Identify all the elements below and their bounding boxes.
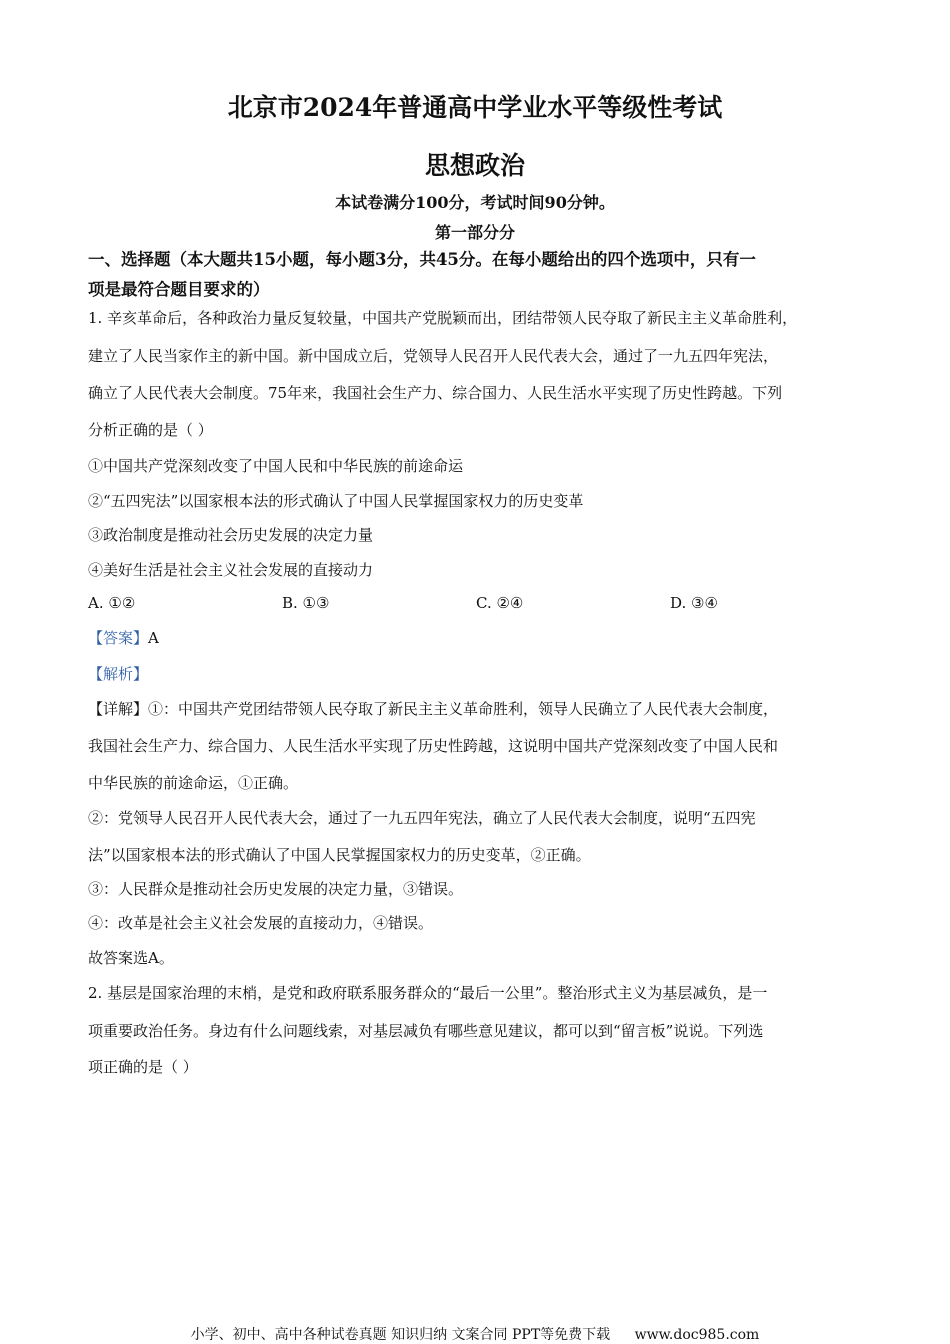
q2-stem-line: 2. 基层是国家治理的末梢，是党和政府联系服务群众的“最后一公里”。整治形式主义为基层减负，是一 bbox=[88, 984, 768, 1002]
q1-stem-line: 建立了人民当家作主的新中国。新中国成立后，党领导人民召开人民代表大会，通过了一九五四年宪法， bbox=[88, 347, 779, 365]
q1-detail-line: ②：党领导人民召开人民代表大会，通过了一九五四年宪法，确立了人民代表大会制度，说明“五四宪 bbox=[88, 809, 756, 827]
q1-statement: ④美好生活是社会主义社会发展的直接动力 bbox=[88, 561, 374, 579]
detail-tag: 【详解】 bbox=[88, 700, 149, 718]
q1-answer-row bbox=[88, 628, 878, 648]
q1-option-c: C. ②④ bbox=[476, 594, 524, 612]
exam-info: 本试卷满分100分，考试时间90分钟。 bbox=[335, 193, 615, 212]
q1-detail-line: 故答案选A。 bbox=[88, 949, 174, 967]
q1-detail-line: 法”以国家根本法的形式确认了中国人民掌握国家权力的历史变革，②正确。 bbox=[88, 846, 591, 864]
answer-value: A bbox=[148, 629, 159, 647]
q1-statement: ①中国共产党深刻改变了中国人民和中华民族的前途命运 bbox=[88, 457, 464, 475]
q1-option-b: B. ①③ bbox=[282, 594, 330, 612]
page-footer bbox=[0, 1324, 950, 1344]
analysis-tag: 【解析】 bbox=[88, 665, 149, 683]
exam-title: 北京市2024年普通高中学业水平等级性考试 bbox=[227, 93, 723, 122]
q2-stem-line: 项正确的是（ ） bbox=[88, 1058, 198, 1076]
q1-detail-line bbox=[88, 699, 878, 719]
q1-detail-line: ④：改革是社会主义社会发展的直接动力，④错误。 bbox=[88, 914, 434, 932]
q1-statement: ②“五四宪法”以国家根本法的形式确认了中国人民掌握国家权力的历史变革 bbox=[88, 492, 584, 510]
subject-title: 思想政治 bbox=[424, 151, 525, 180]
q1-statement: ③政治制度是推动社会历史发展的决定力量 bbox=[88, 526, 374, 544]
q1-stem-line: 分析正确的是（ ） bbox=[88, 421, 213, 439]
detail-text: ①：中国共产党团结带领人民夺取了新民主主义革命胜利，领导人民确立了人民代表大会制度， bbox=[148, 700, 779, 718]
q1-stem-line: 1. 辛亥革命后，各种政治力量反复较量，中国共产党脱颖而出，团结带领人民夺取了新民主主义革命胜利， bbox=[88, 309, 798, 327]
q1-detail-line: ③：人民群众是推动社会历史发展的决定力量，③错误。 bbox=[88, 880, 464, 898]
q1-detail-line: 我国社会生产力、综合国力、人民生活水平实现了历史性跨越，这说明中国共产党深刻改变了中国人民和 bbox=[88, 737, 779, 755]
footer-text: 小学、初中、高中各种试卷真题 知识归纳 文案合同 PPT等免费下载 bbox=[190, 1327, 611, 1343]
section-heading-line1: 一、选择题（本大题共15小题，每小题3分，共45分。在每小题给出的四个选项中，只有一 bbox=[88, 250, 756, 269]
section-heading-line2: 项是最符合题目要求的） bbox=[88, 280, 270, 299]
answer-tag: 【答案】 bbox=[88, 629, 149, 647]
q1-detail-line: 中华民族的前途命运，①正确。 bbox=[88, 774, 299, 792]
q1-stem-line: 确立了人民代表大会制度。75年来，我国社会生产力、综合国力、人民生活水平实现了历史性跨越。下列 bbox=[88, 384, 783, 402]
q1-analysis-row bbox=[88, 664, 878, 684]
footer-url[interactable]: www.doc985.com bbox=[634, 1327, 760, 1343]
q1-option-d: D. ③④ bbox=[670, 594, 718, 612]
q2-stem-line: 项重要政治任务。身边有什么问题线索，对基层减负有哪些意见建议，都可以到“留言板”说说。下列选 bbox=[88, 1022, 764, 1040]
q1-option-a: A. ①② bbox=[88, 594, 136, 612]
part-title: 第一部分分 bbox=[434, 223, 515, 242]
